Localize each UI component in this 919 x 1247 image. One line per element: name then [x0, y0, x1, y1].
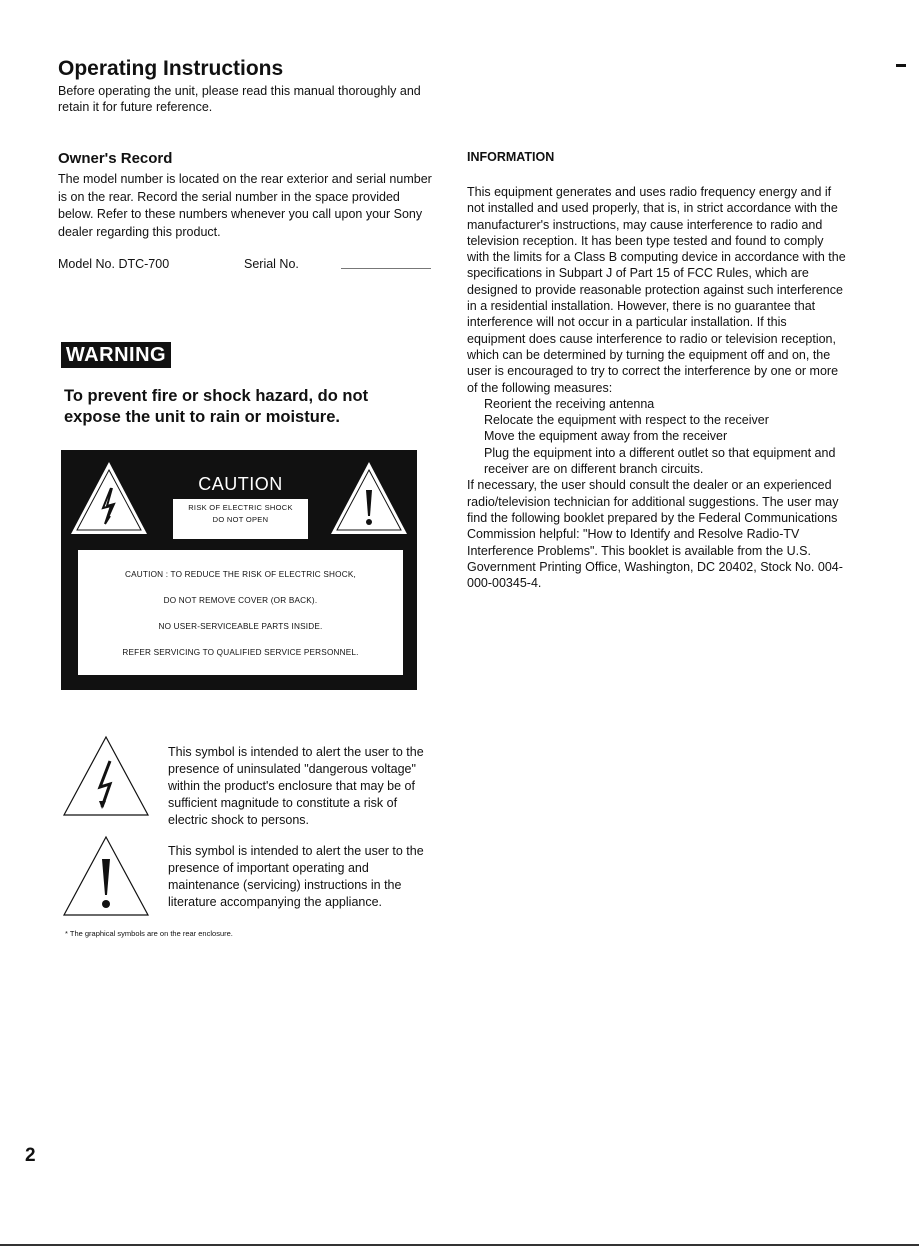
warning-text: To prevent fire or shock hazard, do not expose the unit to rain or moisture.: [64, 387, 369, 426]
intro-text: Before operating the unit, please read this manual thoroughly and retain it for future reference.: [58, 84, 421, 114]
footnote: * The graphical symbols are on the rear enclosure.: [65, 929, 233, 938]
exclamation-triangle-icon: [331, 462, 407, 534]
measure-item: Relocate the equipment with respect to the receiver: [484, 413, 769, 428]
owners-record-body: The model number is located on the rear exterior and serial number is on the rear. Record the serial number in the space provided below. Refer to these numbers whenever you call upon your Sony dealer regarding this product.: [58, 172, 432, 239]
caution-subtext: [173, 502, 308, 526]
bottom-rule: [0, 1244, 919, 1246]
warning-badge: WARNING: [61, 342, 171, 368]
exclamation-symbol-text: This symbol is intended to alert the user to the presence of important operating and maintenance (servicing) instructions in the literature accompanying the appliance.: [168, 844, 424, 909]
caution-line: CAUTION : TO REDUCE THE RISK OF ELECTRIC SHOCK,: [125, 570, 356, 579]
lightning-triangle-icon: [71, 462, 147, 534]
information-paragraph-2: If necessary, the user should consult the dealer or an experienced radio/television technician for additional suggestions. The user may find the following booklet prepared by the Federal Communications Commission helpful: "How to Identify and Resolve Radio-TV Interference Problems". This booklet is available from the U.S. Government Printing Office, Washington, DC 20402, Stock No. 004-000-00345-4.: [467, 478, 843, 591]
caution-plate: [172, 468, 309, 540]
caution-line: REFER SERVICING TO QUALIFIED SERVICE PERSONNEL.: [122, 648, 359, 657]
page-title: Operating Instructions: [58, 57, 284, 80]
caution-line: NO USER-SERVICEABLE PARTS INSIDE.: [158, 622, 323, 631]
exclamation-triangle-icon: [60, 833, 152, 919]
measure-item: Plug the equipment into a different outlet so that equipment and receiver are on different branch circuits.: [484, 445, 836, 477]
measure-item: Move the equipment away from the receiver: [484, 429, 728, 444]
caution-sub-line-1: RISK OF ELECTRIC SHOCK: [188, 503, 293, 512]
owners-record-heading: Owner's Record: [58, 150, 173, 167]
caution-heading: CAUTION: [173, 469, 308, 499]
caution-instructions: [78, 550, 403, 675]
caution-sub-line-2: DO NOT OPEN: [212, 515, 269, 524]
information-heading: INFORMATION: [467, 150, 555, 164]
lightning-triangle-icon: [60, 733, 152, 819]
caution-line: DO NOT REMOVE COVER (OR BACK).: [163, 596, 318, 605]
model-number: Model No. DTC-700: [58, 257, 170, 271]
corner-mark: [896, 64, 906, 67]
measure-item: Reorient the receiving antenna: [484, 396, 655, 411]
lightning-symbol-text: This symbol is intended to alert the user to the presence of uninsulated "dangerous voltage" within the product's enclosure that may be of sufficient magnitude to constitute a risk of electric shock to persons.: [168, 745, 424, 827]
information-paragraph-1: This equipment generates and uses radio frequency energy and if not installed and used properly, that is, in strict accordance with the manufacturer's instructions, may cause interference to radio and television reception. It has been type tested and found to comply with the limits for a Class B computing device in accordance with the specifications in Subpart J of Part 15 of FCC Rules, which are designed to provide reasonable protection against such interference in a residential installation. However, there is no guarantee that interference will not occur in a particular installation. If this equipment does cause interference to radio or television reception, which can be determined by turning the equipment off and on, the user is encouraged to try to correct the interference by one or more of the following measures:: [467, 185, 846, 395]
information-body: [467, 184, 847, 591]
serial-label: Serial No.: [244, 257, 299, 271]
page-number: 2: [25, 1145, 36, 1166]
serial-number-blank: [341, 268, 431, 269]
